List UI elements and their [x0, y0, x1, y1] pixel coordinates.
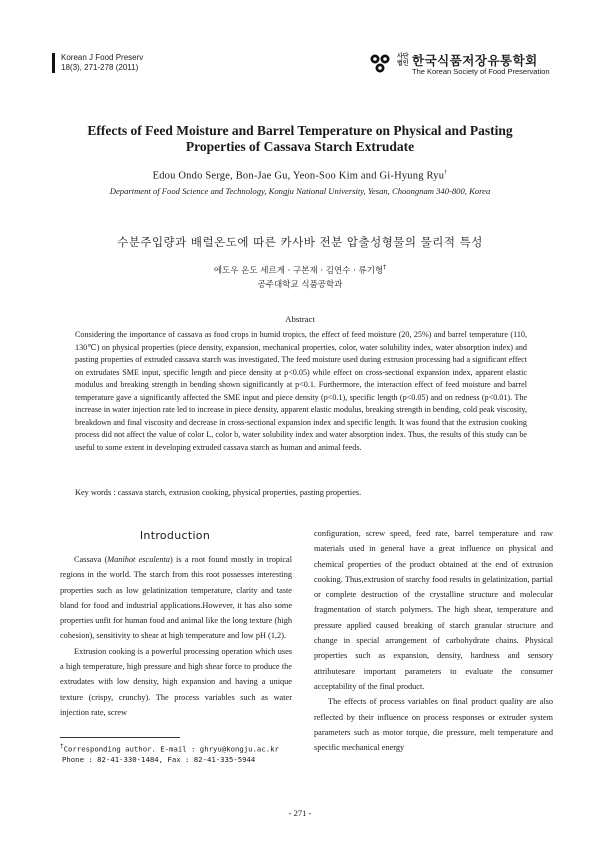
keywords	[75, 488, 527, 497]
society-korean-name: 한국식품저장유통학회	[412, 53, 538, 68]
footnote-mark: †	[60, 743, 64, 750]
korean-title: 수분주입량과 배럴온도에 따른 카사바 전분 압출성형물의 물리적 특성	[117, 235, 483, 249]
right-paragraph-2: The effects of process variables on final product quality are also reflected by their influence on process responses or extruder system parameters such as motor torque, die pressure, melt temperature and specific mechanical energy	[314, 697, 553, 753]
right-column	[314, 526, 553, 755]
intro-p1-start: Cassava (	[74, 555, 108, 564]
korean-authors-text: 에도우 온도 세르게 · 구본재 · 김연수 · 류기형	[213, 266, 384, 276]
affiliation: Department of Food Science and Technology, Kongju National University, Yesan, Choongnam 340-800, Korea	[109, 186, 491, 196]
abstract-body	[75, 329, 527, 454]
page-number: - 271 -	[288, 808, 312, 818]
society-logo-icon	[367, 52, 393, 76]
intro-paragraph-2: Extrusion cooking is a powerful processing operation which uses a high temperature, high pressure and high shear force to produce the extrudates with low density, high expansion and having a unique texture (crispy, crunchy). The process variables such as water injection rate, screw	[60, 646, 292, 717]
footnote-divider	[60, 737, 180, 738]
paper-title	[40, 123, 560, 155]
left-column	[60, 552, 292, 720]
species-name: Manihot esculenta	[107, 555, 170, 564]
society-logo-block	[367, 50, 557, 78]
korean-author-list	[40, 264, 560, 276]
title-line-2: Properties of Cassava Starch Extrudate	[185, 139, 415, 154]
journal-volume: 18(3), 271-278 (2011)	[61, 63, 139, 72]
introduction-heading: Introduction	[139, 529, 211, 542]
footnote	[60, 741, 300, 765]
journal-name: Korean J Food Preserv	[61, 53, 144, 62]
journal-citation	[52, 53, 143, 73]
authors-text: Edou Ondo Serge, Bon-Jae Gu, Yeon-Soo Kim and Gi-Hyung Ryu	[152, 170, 445, 182]
abstract-heading: Abstract	[285, 314, 315, 324]
right-paragraph-1: configuration, screw speed, feed rate, barrel temperature and raw materials used in general have a great influence on physical and chemical properties of the product obtained at the end of extrusion cooking. Thus,extrusion of starchy food results in gelatinization, partial or complete destruction of the crystalline structure and molecular fragmentation of starch polymers. The high shear, temperature and pressure applied caused breaking of starch granular structure and change in special arrangement of carbohydrate chains. Physical properties such as expansion, density, hardness and sensory attributesare important parameters to evaluate the consumer acceptability of the final product.	[314, 529, 553, 691]
society-prefix: 사단 법인	[397, 53, 409, 67]
keywords-label: Key words :	[75, 488, 116, 497]
footnote-line-1	[60, 741, 300, 754]
corresponding-mark: †	[444, 170, 448, 176]
corresponding-email: Corresponding author. E-mail : ghryu@kongju.ac.kr	[63, 744, 279, 754]
intro-paragraph-1	[60, 552, 292, 644]
footnote-line-2: Phone : 82-41-330-1484, Fax : 82-41-335-5944	[62, 755, 256, 765]
korean-corresponding-mark: †	[383, 264, 387, 272]
society-english-name: The Korean Society of Food Preservation	[412, 67, 550, 76]
abstract-text: Considering the importance of cassava as food crops in humid tropics, the effect of feed moisture (20, 25%) and barrel temperature (110, 130℃) on physical properties (piece density, expansion, mechanical properties, color, water solubility index, water absorption index) and pasting properties of extruded cassava starch was investigated. The feed moisture used during extrusion processing had a significant effect on extrudates SME input, specific length and piece density at p<0.05) while effect on cross-sectional expansion index, apparent elastic modulus and breaking strength in bending shown significantly at p<0.1. Furthermore, the interaction effect of feed moisture and barrel temperature gave a significantly affected the SME input and piece density (p<0.1), specific length (p<0.05) and on redness (p<0.01). The increase in water injection rate led to increase in piece density, apparent elastic modulus, breaking strength in bending, cold peak viscosity, breakdown and final viscosity and decrease in cross-sectional expansion index and specific length. It was found that the extrusion cooking process did not affect the value of color L, color b, water solubility index and water absorption index. Thus, the results of this study can be useful to some extent in developing extruded cassava starch as human and animal feeds.	[75, 330, 527, 452]
korean-affiliation: 공주대학교 식품공학과	[257, 280, 343, 290]
keywords-text: cassava starch, extrusion cooking, physical properties, pasting properties.	[117, 488, 362, 497]
intro-p1-rest: ) is a root found mostly in tropical regions in the world. The starch from this root possesses interesting properties such as low gelatinization temperature, clarity and taste bland for food and industrial applications.However, it has also some properties unfit for human food and animal like the long texture (high cohesion), sensitivity to shear at high temperature and low pH (1,2).	[60, 555, 292, 641]
author-list	[40, 170, 560, 182]
title-line-1: Effects of Feed Moisture and Barrel Temperature on Physical and Pasting	[87, 123, 513, 138]
